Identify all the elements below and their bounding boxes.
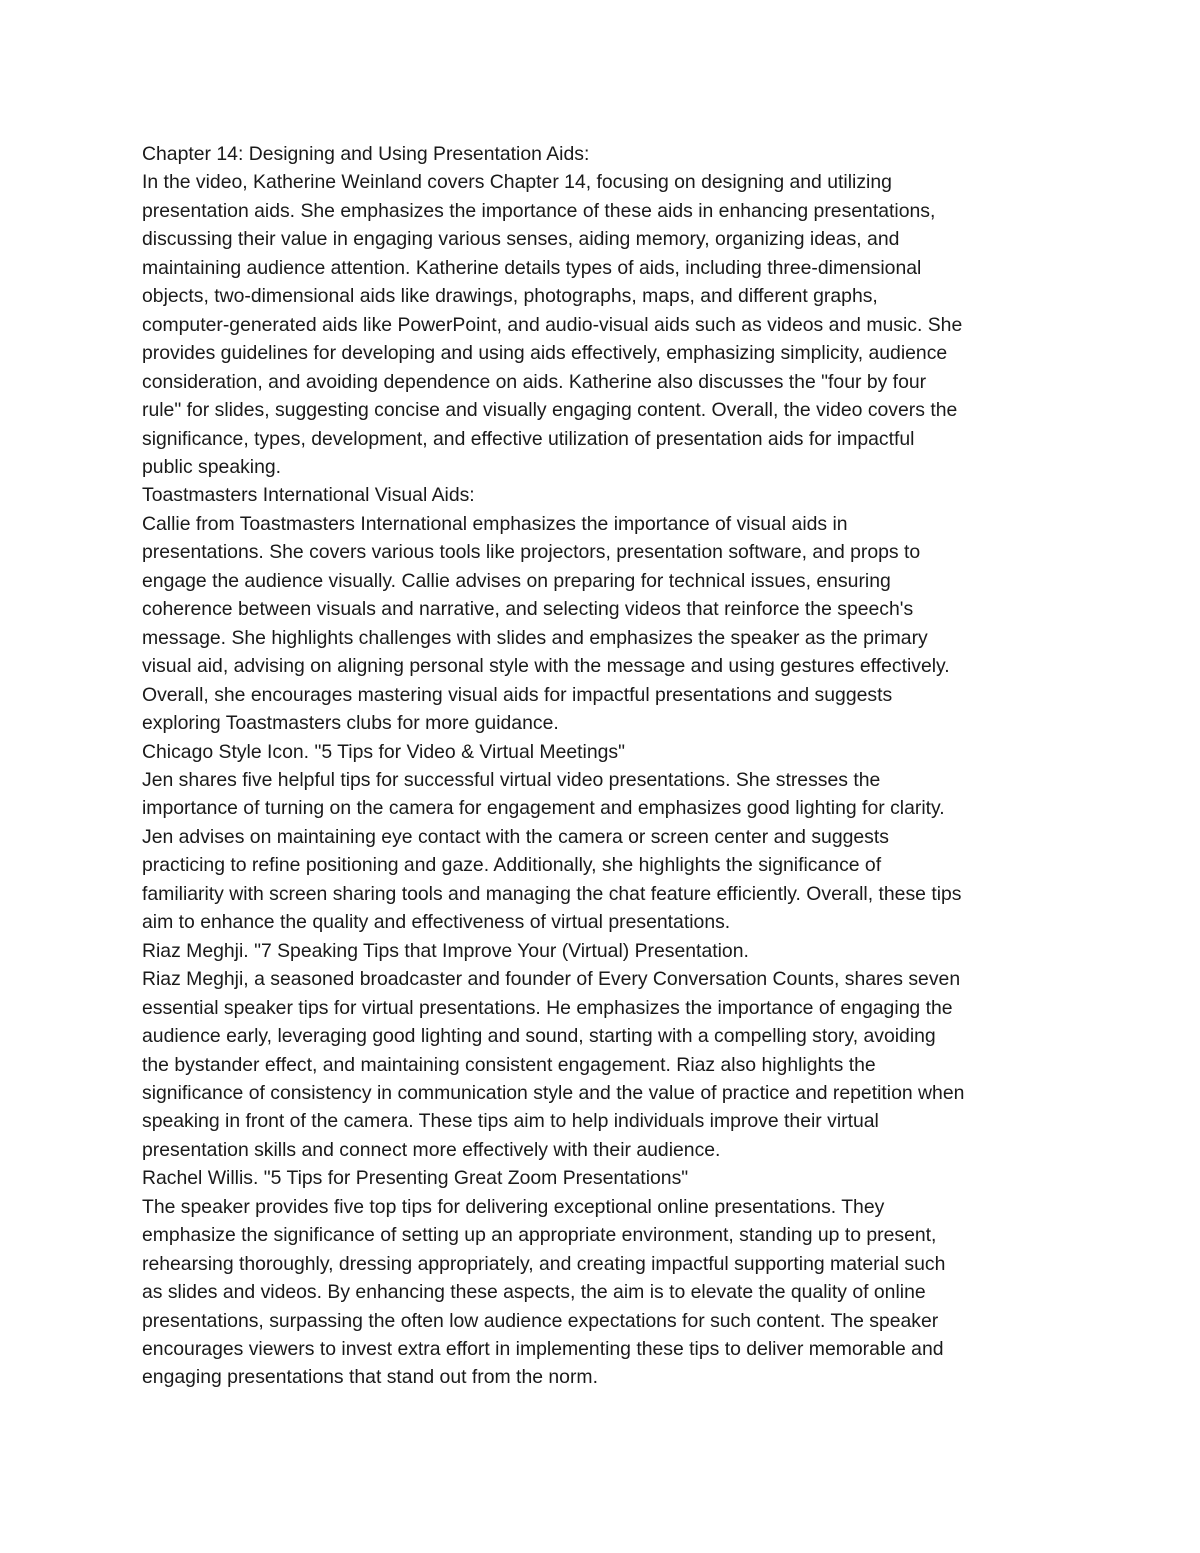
section-heading: Rachel Willis. "5 Tips for Presenting Great Zoom Presentations": [142, 1167, 689, 1190]
paragraph-line: In the video, Katherine Weinland covers Chapter 14, focusing on designing and utilizing: [142, 171, 892, 194]
paragraph-line: provides guidelines for developing and using aids effectively, emphasizing simplicity, audience: [142, 342, 948, 365]
paragraph-line: significance of consistency in communication style and the value of practice and repetition when: [142, 1081, 965, 1104]
paragraph-line: as slides and videos. By enhancing these aspects, the aim is to elevate the quality of online: [142, 1281, 926, 1304]
paragraph-line: visual aid, advising on aligning personal style with the message and using gestures effectively.: [142, 655, 950, 678]
paragraph-line: presentations, surpassing the often low audience expectations for such content. The speaker: [142, 1309, 939, 1332]
paragraph-line: speaking in front of the camera. These tips aim to help individuals improve their virtual: [142, 1110, 879, 1133]
section-heading: Toastmasters International Visual Aids:: [142, 484, 475, 507]
section-rachel-willis: [142, 1164, 1072, 1392]
paragraph-line: encourages viewers to invest extra effort in implementing these tips to deliver memorable and: [142, 1338, 944, 1361]
paragraph-line: aim to enhance the quality and effectiveness of virtual presentations.: [142, 911, 731, 934]
section-heading: Chapter 14: Designing and Using Presentation Aids:: [142, 143, 590, 165]
paragraph-line: rehearsing thoroughly, dressing appropriately, and creating impactful supporting material such: [142, 1252, 946, 1275]
paragraph-line: practicing to refine positioning and gaze. Additionally, she highlights the significance of: [142, 854, 882, 877]
paragraph-line: The speaker provides five top tips for delivering exceptional online presentations. They: [142, 1195, 885, 1218]
section-heading: Riaz Meghji. "7 Speaking Tips that Improve Your (Virtual) Presentation.: [142, 939, 749, 962]
paragraph-line: familiarity with screen sharing tools and managing the chat feature efficiently. Overall, these tips: [142, 882, 962, 905]
section-toastmasters: [142, 481, 1072, 737]
paragraph-line: Overall, she encourages mastering visual aids for impactful presentations and suggests: [142, 683, 893, 706]
paragraph-line: Jen advises on maintaining eye contact with the camera or screen center and suggests: [142, 825, 889, 848]
paragraph-line: message. She highlights challenges with slides and emphasizes the speaker as the primary: [142, 626, 928, 649]
paragraph-line: essential speaker tips for virtual presentations. He emphasizes the importance of engaging the: [142, 996, 953, 1019]
document-body: [142, 140, 1072, 1392]
paragraph-line: presentation skills and connect more effectively with their audience.: [142, 1138, 721, 1161]
paragraph-line: public speaking.: [142, 455, 282, 478]
paragraph-line: exploring Toastmasters clubs for more guidance.: [142, 712, 559, 735]
paragraph-line: presentations. She covers various tools like projectors, presentation software, and props to: [142, 541, 921, 564]
paragraph-line: Callie from Toastmasters International emphasizes the importance of visual aids in: [142, 512, 848, 535]
paragraph-line: engage the audience visually. Callie advises on preparing for technical issues, ensuring: [142, 569, 891, 592]
paragraph-line: audience early, leveraging good lighting and sound, starting with a compelling story, avoiding: [142, 1025, 936, 1048]
paragraph-line: presentation aids. She emphasizes the importance of these aids in enhancing presentations,: [142, 199, 936, 222]
section-riaz-meghji: [142, 937, 1072, 1165]
paragraph-line: the bystander effect, and maintaining consistent engagement. Riaz also highlights the: [142, 1053, 876, 1076]
paragraph-line: computer-generated aids like PowerPoint, and audio-visual aids such as videos and music. She: [142, 313, 963, 336]
paragraph-line: Jen shares five helpful tips for successful virtual video presentations. She stresses the: [142, 768, 881, 791]
paragraph-line: consideration, and avoiding dependence on aids. Katherine also discusses the "four by four: [142, 370, 927, 393]
paragraph-line: maintaining audience attention. Katherine details types of aids, including three-dimensional: [142, 256, 922, 279]
paragraph-line: significance, types, development, and effective utilization of presentation aids for impactful: [142, 427, 915, 450]
paragraph-line: importance of turning on the camera for engagement and emphasizes good lighting for clarity.: [142, 797, 945, 820]
paragraph-line: discussing their value in engaging various senses, aiding memory, organizing ideas, and: [142, 228, 900, 251]
paragraph-line: engaging presentations that stand out from the norm.: [142, 1366, 598, 1389]
paragraph-line: objects, two-dimensional aids like drawings, photographs, maps, and different graphs,: [142, 285, 878, 308]
section-heading: Chicago Style Icon. "5 Tips for Video & Virtual Meetings": [142, 740, 625, 763]
paragraph-line: rule" for slides, suggesting concise and visually engaging content. Overall, the video covers the: [142, 399, 958, 422]
paragraph-line: emphasize the significance of setting up an appropriate environment, standing up to present,: [142, 1224, 937, 1247]
paragraph-line: coherence between visuals and narrative, and selecting videos that reinforce the speech's: [142, 598, 914, 621]
section-chicago-style-icon: [142, 738, 1072, 937]
paragraph-line: Riaz Meghji, a seasoned broadcaster and founder of Every Conversation Counts, shares seven: [142, 968, 961, 991]
section-chapter-14: [142, 140, 1072, 481]
